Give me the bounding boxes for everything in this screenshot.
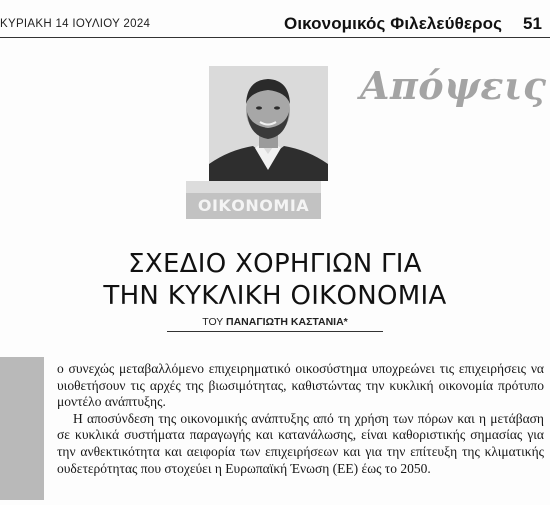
headline-line-1: ΣΧΕΔΙΟ ΧΟΡΗΓΙΩΝ ΓΙΑ	[128, 249, 422, 279]
byline	[0, 316, 550, 328]
section-title: Απόψεις	[360, 63, 547, 108]
category-label	[186, 193, 321, 219]
headline-line-2: ΤΗΝ ΚΥΚΛΙΚΗ ΟΙΚΟΝΟΜΙΑ	[103, 281, 447, 311]
paragraph-2: Η αποσύνδεση της οικονομικής ανάπτυξης από τη χρήση των πόρων και η μετάβαση σε κυκλικά συστήματα παραγωγής και κατανάλωσης, είναι καθοριστικής σημασίας για την ανθεκτικότητα και αειφορία των επιχειρήσεων και για την επίτευξη της κλιματικής ουδετερότητας που στοχεύει η Ευρωπαϊκή Ένωση (ΕΕ) έως το 2050.	[57, 410, 544, 476]
drop-cap	[0, 357, 44, 500]
byline-rule	[167, 331, 383, 332]
byline-prefix: ΤΟΥ	[202, 316, 224, 328]
photo-frame	[186, 181, 321, 193]
publication-name: Οικονομικός Φιλελεύθερος	[284, 14, 503, 33]
header-rule	[0, 37, 550, 38]
page-header	[0, 0, 550, 38]
byline-author: ΠΑΝΑΓΙΩΤΗ ΚΑΣΤΑΝΙΑ*	[226, 316, 348, 328]
page-number: 51	[523, 14, 542, 33]
author-photo	[209, 66, 328, 181]
category-text: ΟΙΚΟΝΟΜΙΑ	[197, 196, 310, 215]
issue-date: ΚΥΡΙΑΚΗ 14 ΙΟΥΛΙΟΥ 2024	[0, 18, 151, 30]
article-body	[57, 361, 544, 477]
drop-cap-letter-t	[0, 357, 44, 500]
author-portrait-image	[209, 66, 328, 181]
article-headline	[0, 248, 550, 312]
drop-cap-text	[44, 357, 45, 358]
paragraph-1: ο συνεχώς μεταβαλλόμενο επιχειρηματικό οικοσύστημα υποχρεώνει τις επιχειρήσεις να υιοθετήσουν τις αρχές της βιωσιμότητας, καθιστώντας την κυκλική οικονομία πρότυπο μοντέλο ανάπτυξης.	[57, 361, 544, 410]
